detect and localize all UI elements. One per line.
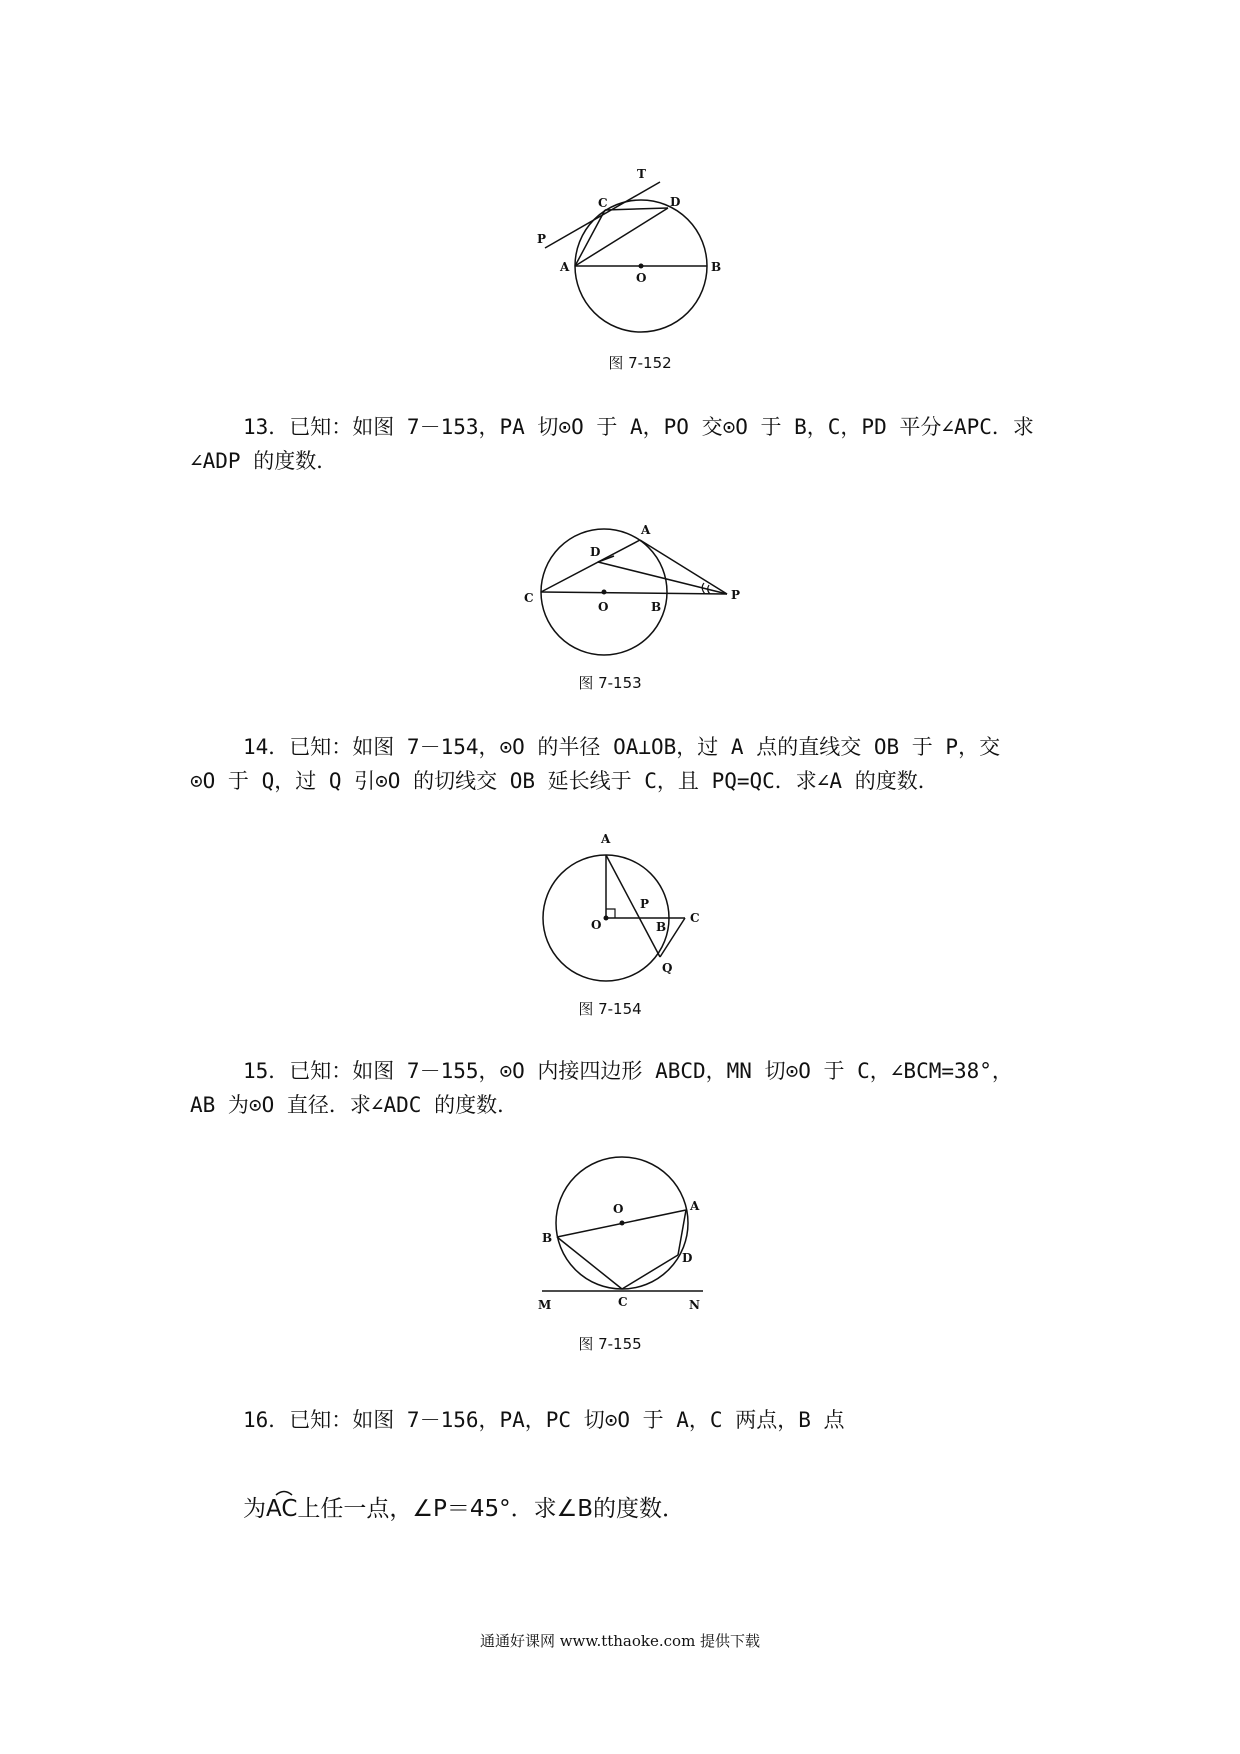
- problem-15-line2: AB 为⊙O 直径．求∠ADC 的度数．: [190, 1093, 519, 1117]
- center-dot: [620, 1221, 625, 1226]
- problem-16-text-post: 上任一点，∠P＝45°．求∠B的度数．: [297, 1496, 686, 1522]
- label-o: O: [591, 918, 602, 932]
- label-c: C: [690, 911, 700, 925]
- label-p: P: [640, 897, 650, 911]
- chord-da: [678, 1210, 686, 1255]
- label-c: C: [524, 591, 534, 605]
- figure-caption: 图 7-154: [578, 1000, 642, 1018]
- problem-13-line2: ∠ADP 的度数．: [190, 449, 338, 473]
- label-b: B: [542, 1231, 553, 1245]
- label-a: A: [601, 832, 611, 846]
- problem-14-line1: 14．已知：如图 7－154，⊙O 的半径 OA⊥OB，过 A 点的直线交 OB 于 P，交: [243, 735, 1001, 759]
- chord-cd: [622, 1255, 678, 1289]
- figure-caption: 图 7-155: [578, 1335, 642, 1353]
- label-b: B: [711, 260, 722, 274]
- label-a: A: [641, 523, 651, 537]
- problem-14-line2: ⊙O 于 Q，过 Q 引⊙O 的切线交 OB 延长线于 C，且 PQ=QC．求∠A 的度数．: [190, 769, 939, 793]
- label-b: B: [656, 920, 667, 934]
- label-c: C: [618, 1295, 628, 1309]
- problem-16-text-pre: 为: [243, 1496, 266, 1522]
- arc-label: AC: [266, 1496, 298, 1522]
- label-d: D: [682, 1251, 693, 1265]
- page-footer: 通通好课网 www.tthaoke.com 提供下载: [479, 1632, 761, 1650]
- label-d: D: [590, 545, 601, 559]
- label-b: B: [651, 600, 662, 614]
- figure-caption: 图 7-152: [608, 354, 672, 372]
- label-o: O: [613, 1202, 624, 1216]
- label-p: P: [537, 232, 547, 246]
- figure-caption: 图 7-153: [578, 674, 642, 692]
- label-a: A: [690, 1199, 700, 1213]
- arc-mark-icon: [274, 1488, 294, 1496]
- problem-16-line1: 16．已知：如图 7－156，PA，PC 切⊙O 于 A，C 两点，B 点: [243, 1408, 845, 1432]
- label-a: A: [560, 260, 570, 274]
- problem-13-line1: 13．已知：如图 7－153，PA 切⊙O 于 A，PO 交⊙O 于 B，C，PD 平分∠APC．求: [243, 415, 1034, 439]
- label-o: O: [598, 600, 609, 614]
- label-d: D: [670, 195, 681, 209]
- label-p: P: [731, 588, 741, 602]
- problem-15-line1: 15．已知：如图 7－155，⊙O 内接四边形 ABCD，MN 切⊙O 于 C，∠BCM=38°，: [243, 1059, 1013, 1083]
- label-o: O: [636, 271, 647, 285]
- problem-16-line2: [243, 1490, 685, 1523]
- label-c: C: [598, 196, 608, 210]
- label-m: M: [538, 1298, 552, 1312]
- label-n: N: [689, 1298, 700, 1312]
- label-q: Q: [662, 961, 673, 975]
- label-t: T: [637, 167, 646, 181]
- arc-ac: [266, 1496, 297, 1522]
